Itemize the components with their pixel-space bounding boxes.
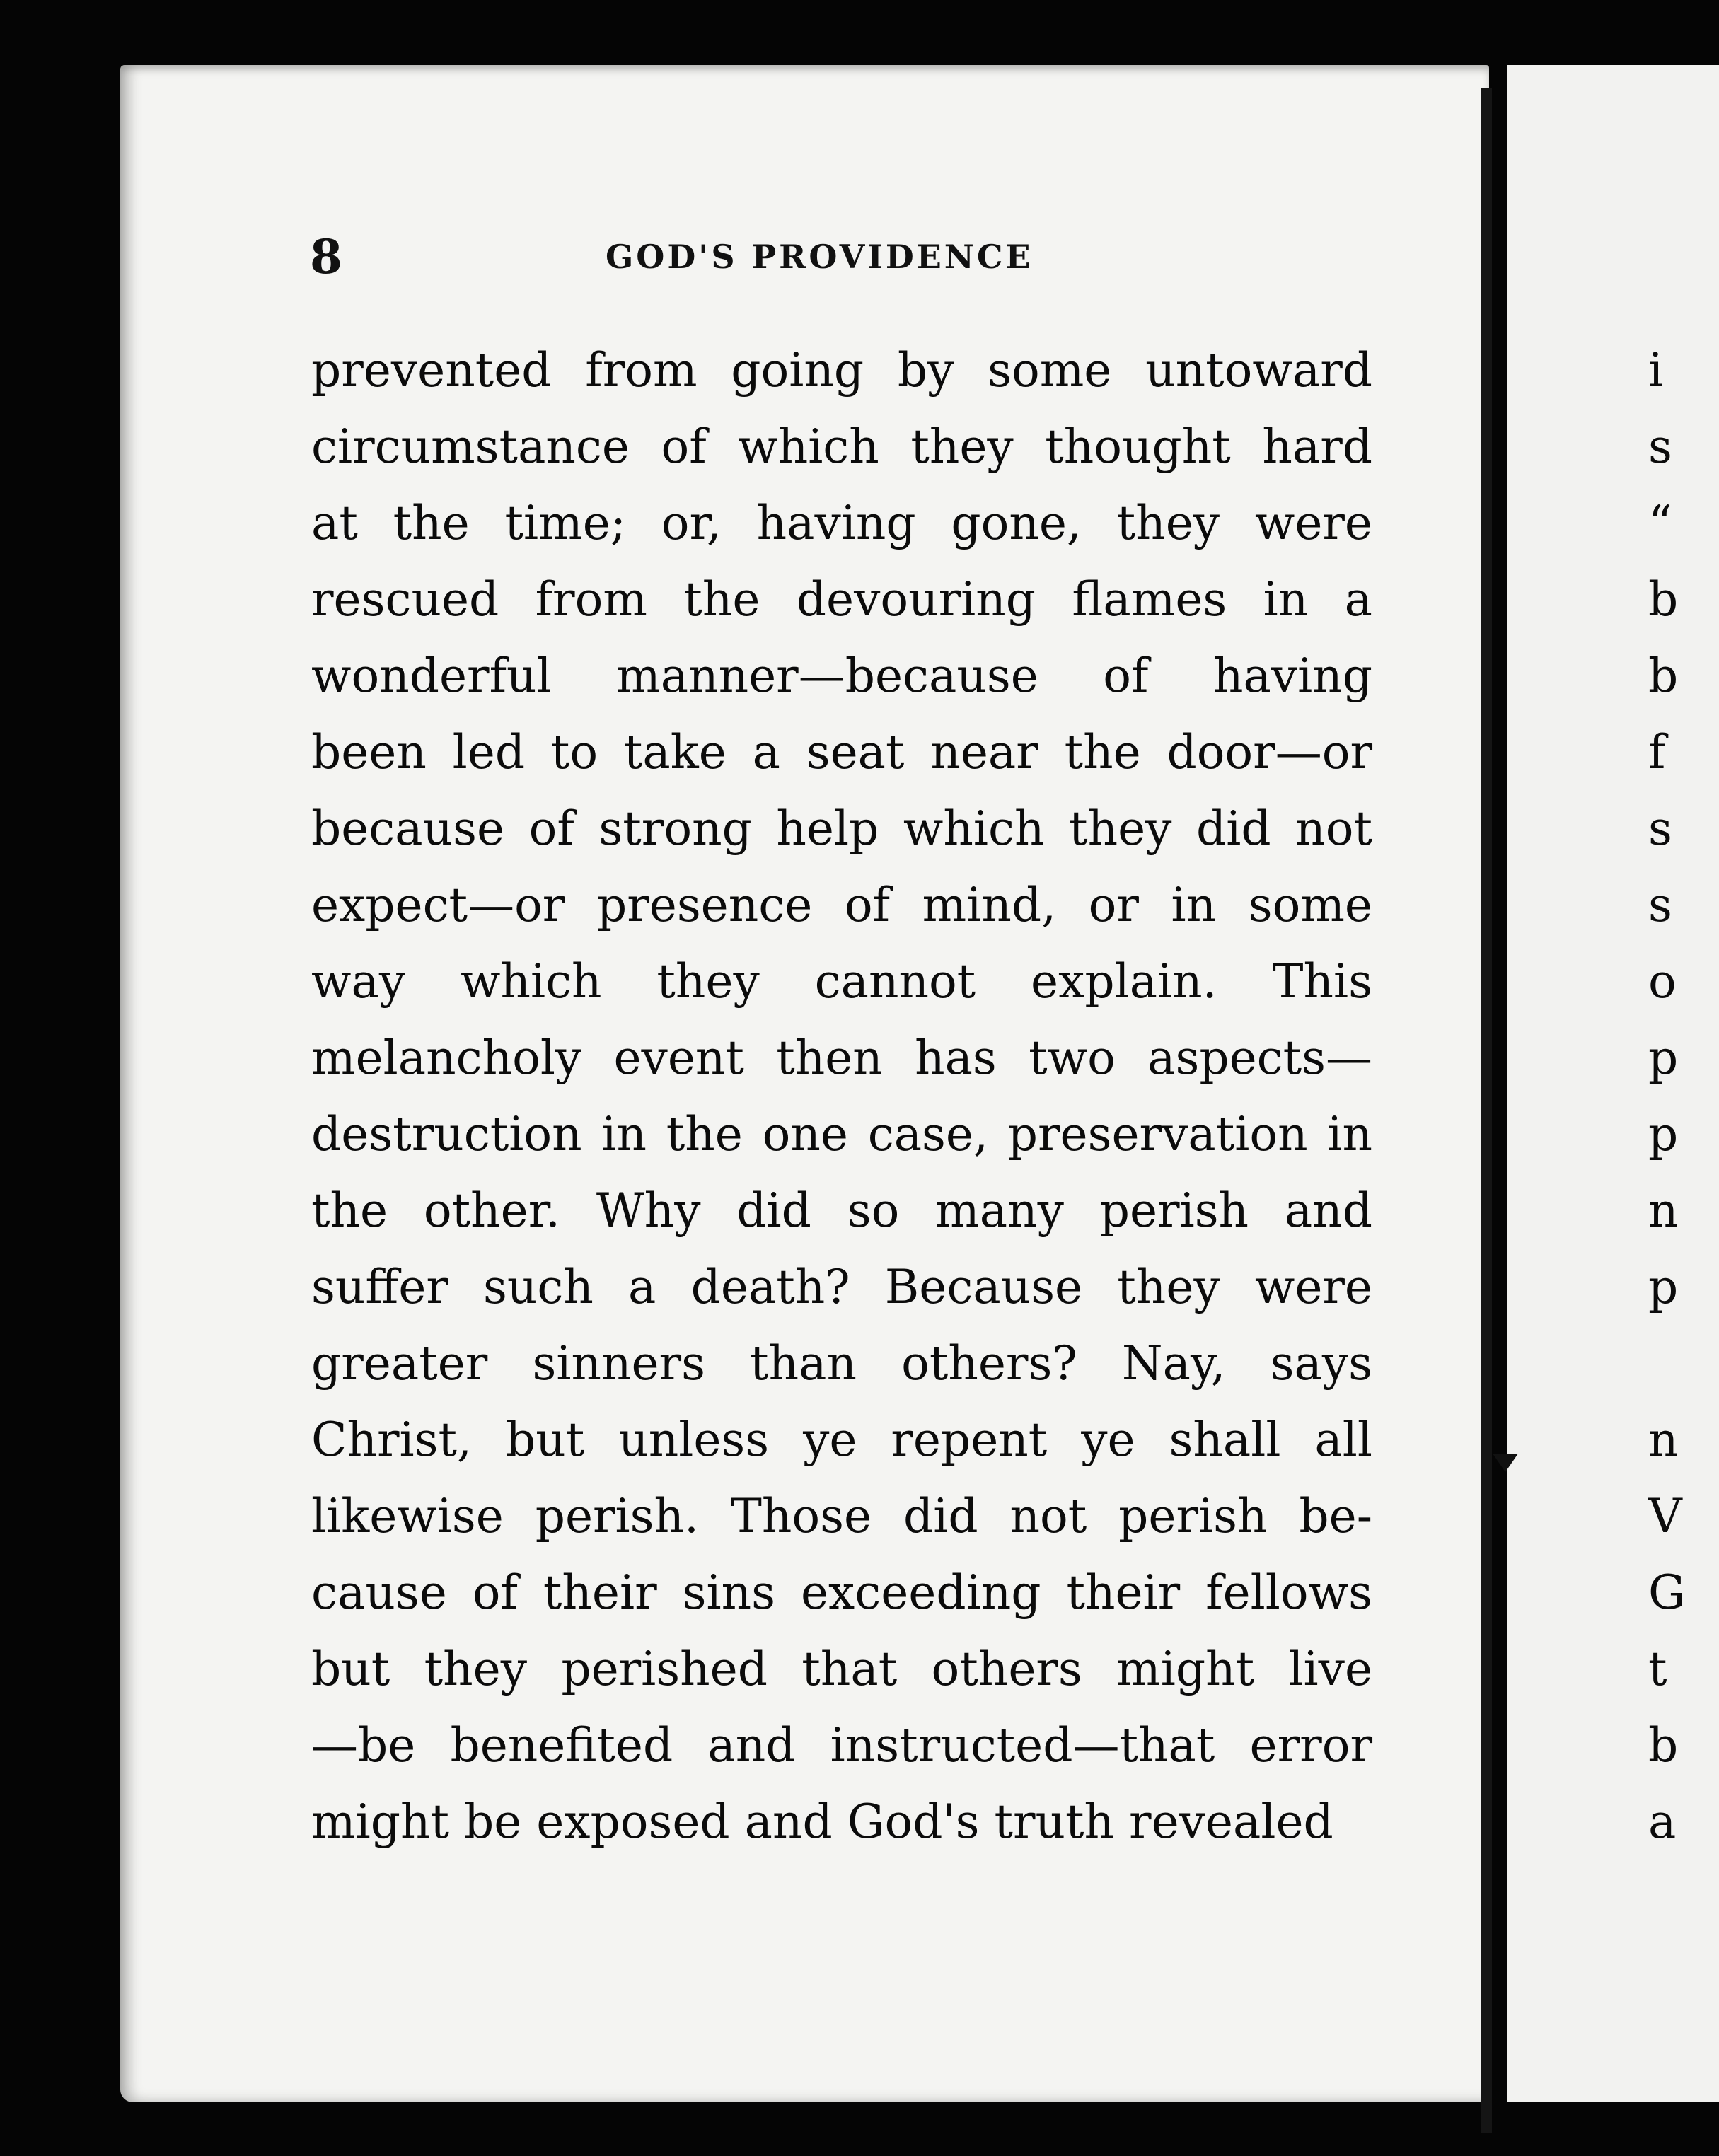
edge-glyph: V — [1648, 1489, 1682, 1543]
text-line: suffer such a death? Because they were — [311, 1260, 1372, 1314]
text-line: been led to take a seat near the door—or — [311, 725, 1372, 779]
edge-glyph — [1648, 1326, 1678, 1402]
text-line: might be exposed and God's truth revealed — [311, 1795, 1333, 1849]
edge-glyph: f — [1648, 725, 1666, 779]
body-text — [311, 332, 1372, 1860]
page-number: 8 — [310, 229, 342, 284]
text-line: wonderful manner—because of having — [311, 649, 1372, 703]
edge-glyph: b — [1648, 1718, 1679, 1773]
page-header — [310, 225, 1371, 289]
edge-glyph: p — [1648, 1031, 1679, 1085]
text-line: greater sinners than others? Nay, says — [311, 1336, 1372, 1391]
text-line: circumstance of which they thought hard — [311, 419, 1372, 474]
running-head: GOD'S PROVIDENCE — [606, 238, 1034, 276]
text-line: melancholy event then has two aspects— — [311, 1031, 1372, 1085]
text-line: prevented from going by some untoward — [311, 343, 1372, 398]
text-line: rescued from the devouring flames in a — [311, 572, 1372, 627]
text-line: way which they cannot explain. This — [311, 954, 1372, 1009]
edge-glyph: s — [1648, 878, 1672, 932]
edge-glyph: s — [1648, 419, 1672, 474]
bookmark-marker — [1493, 1454, 1518, 1472]
book-page-right-edge — [1507, 65, 1719, 2102]
facing-page-edge-text — [1648, 332, 1686, 1860]
text-line: cause of their sins exceeding their fellows — [311, 1565, 1372, 1620]
text-line: but they perished that others might live — [311, 1642, 1372, 1696]
book-gutter — [1481, 88, 1492, 2133]
edge-glyph: “ — [1648, 496, 1672, 550]
edge-glyph: t — [1648, 1642, 1667, 1696]
edge-glyph: n — [1648, 1183, 1679, 1238]
text-line: destruction in the one case, preservation in — [311, 1107, 1372, 1161]
edge-glyph: G — [1648, 1565, 1686, 1620]
text-line: Christ, but unless ye repent ye shall all — [311, 1413, 1372, 1467]
text-line: the other. Why did so many perish and — [311, 1183, 1372, 1238]
edge-glyph: p — [1648, 1260, 1679, 1314]
text-line: at the time; or, having gone, they were — [311, 496, 1372, 550]
text-line: likewise perish. Those did not perish be- — [311, 1489, 1372, 1543]
text-line: —be benefited and instructed—that error — [311, 1718, 1372, 1773]
edge-glyph: p — [1648, 1107, 1679, 1161]
edge-glyph: b — [1648, 572, 1679, 627]
edge-glyph: i — [1648, 343, 1664, 398]
edge-glyph: b — [1648, 649, 1679, 703]
edge-glyph: a — [1648, 1795, 1677, 1849]
text-line: because of strong help which they did not — [311, 801, 1372, 856]
edge-glyph: o — [1648, 954, 1677, 1009]
edge-glyph: s — [1648, 801, 1672, 856]
text-line: expect—or presence of mind, or in some — [311, 878, 1372, 932]
edge-glyph: n — [1648, 1413, 1679, 1467]
